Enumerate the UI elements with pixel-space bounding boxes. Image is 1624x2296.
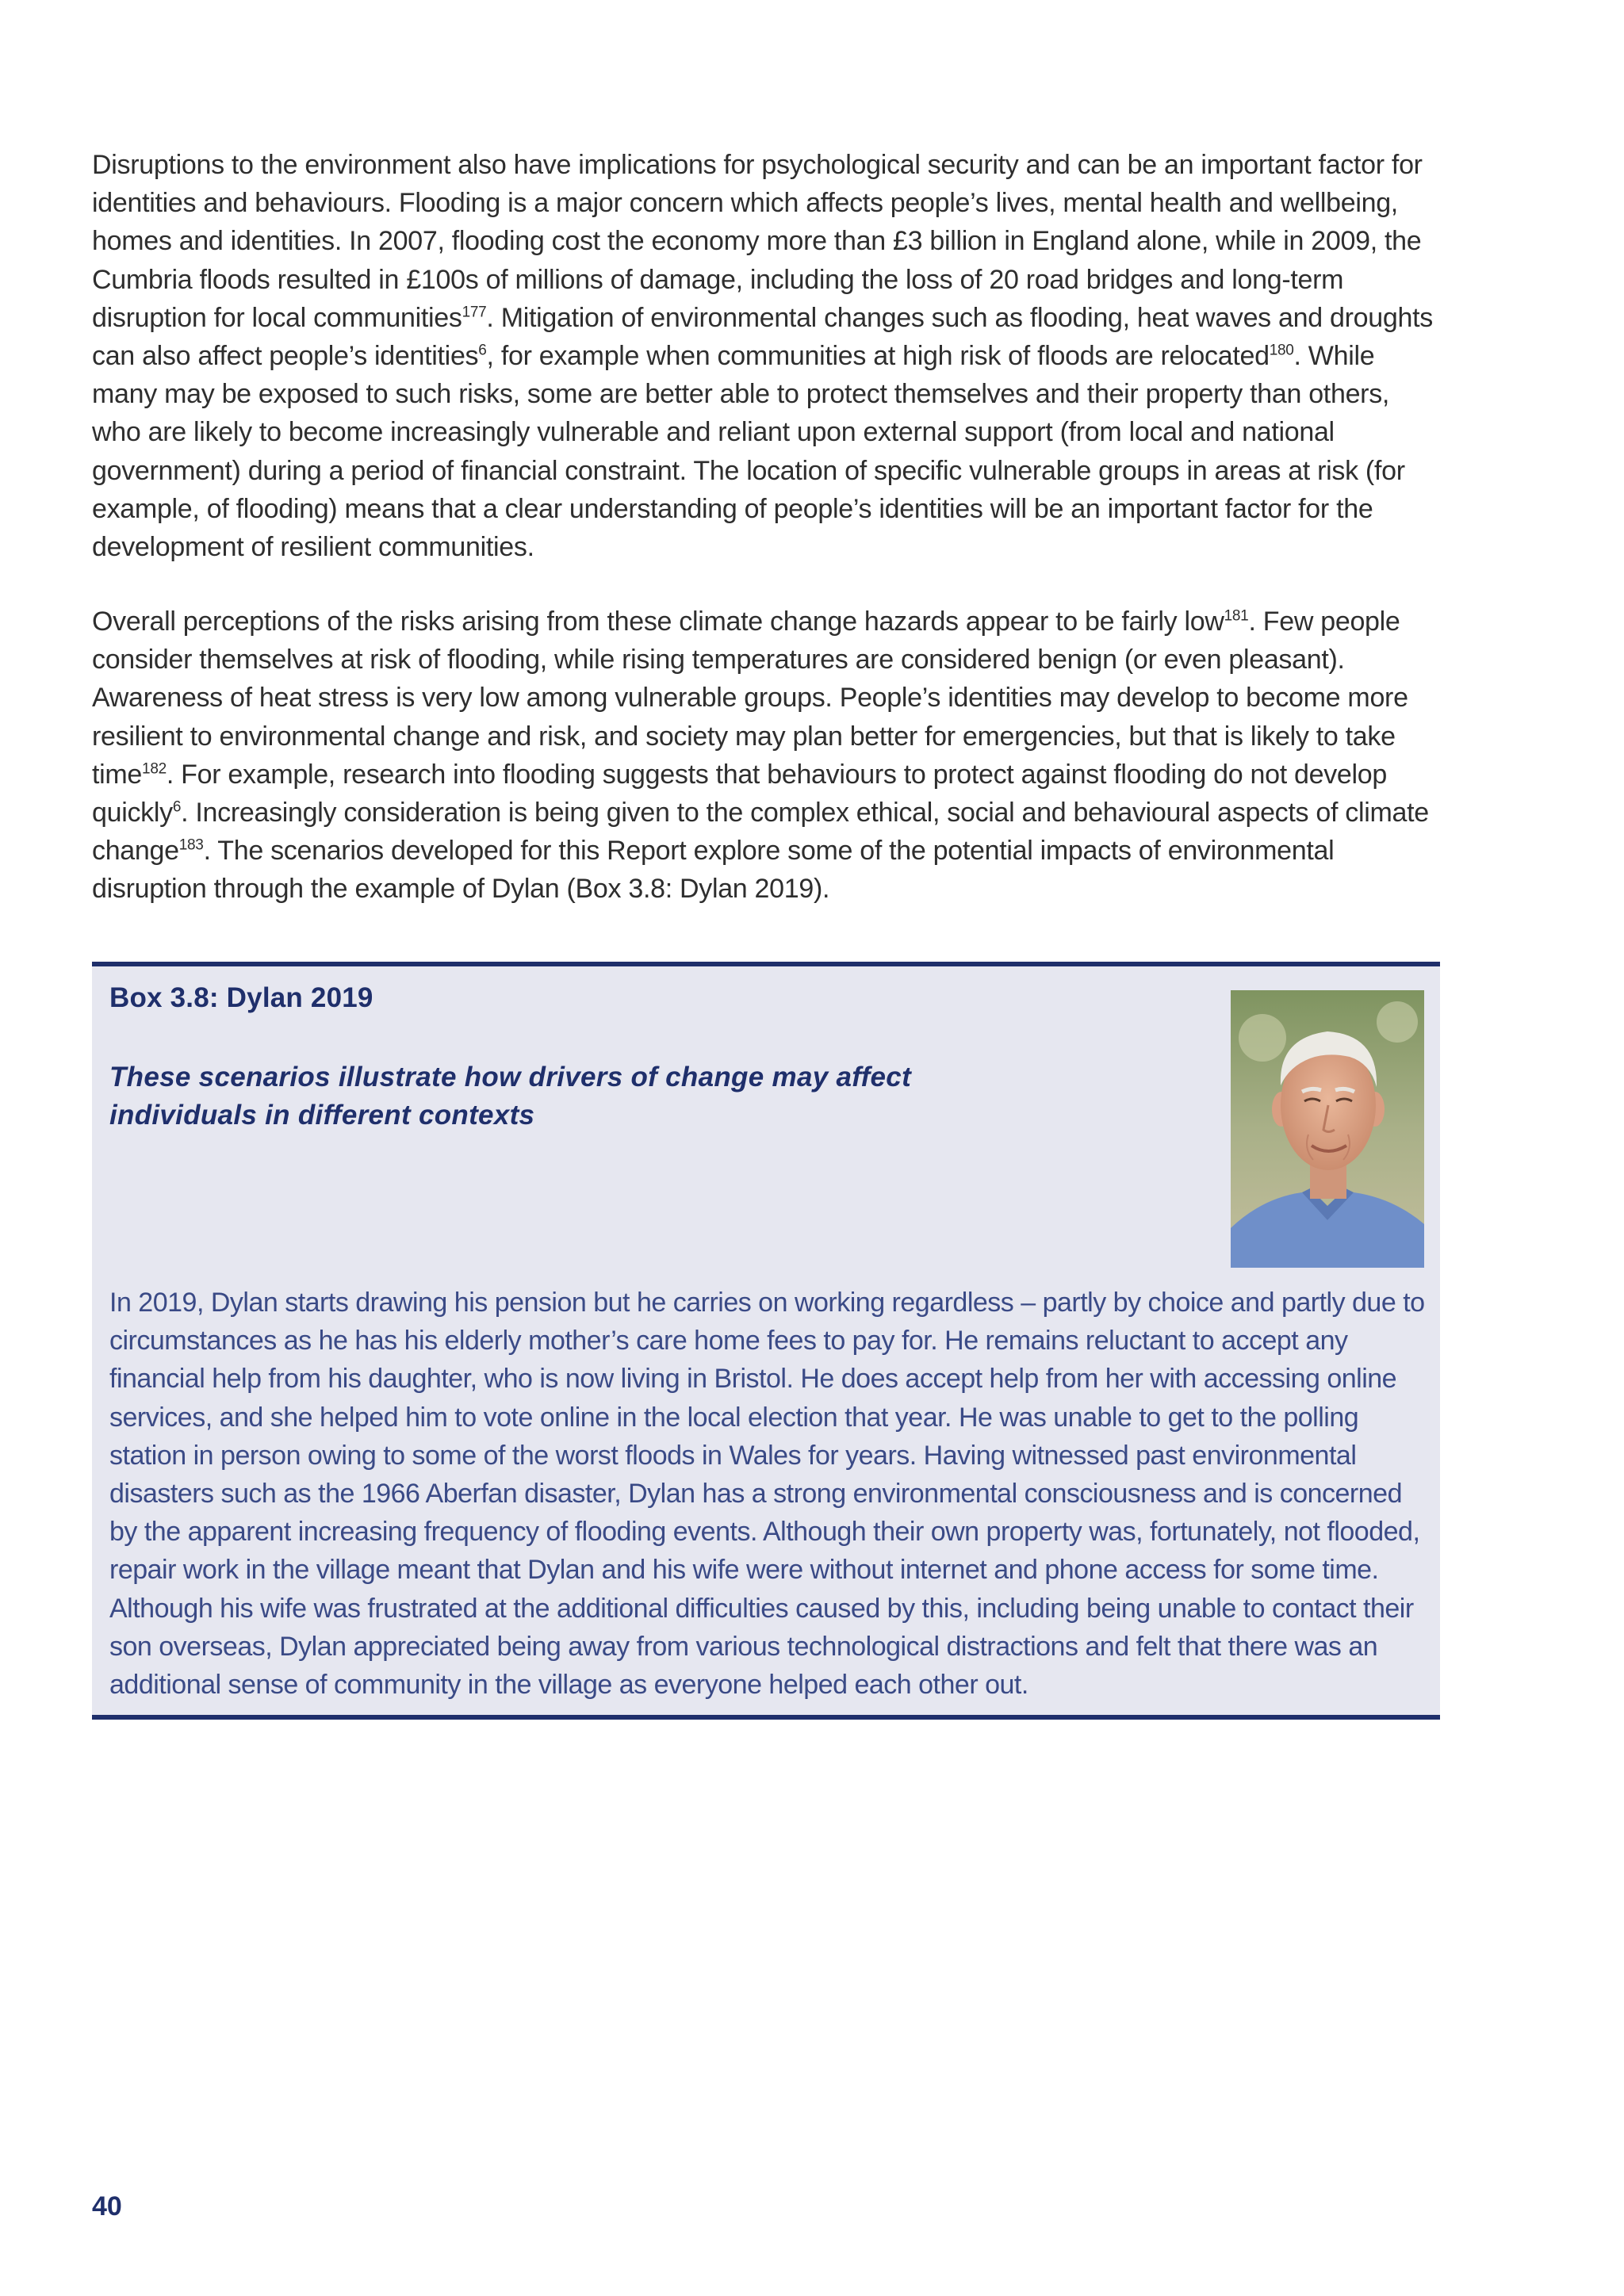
footnote-ref: 183: [178, 836, 204, 854]
paragraph-text: Overall perceptions of the risks arising from these climate change hazards appear to be fairly low: [92, 607, 1224, 637]
paragraph-text: . For example, research into flooding suggests that behaviours to protect against flooding do not develop quickly: [92, 759, 1388, 828]
box-subtitle: These scenarios illustrate how drivers of change may affect individuals in different contexts: [109, 1062, 912, 1131]
footnote-ref: 6: [478, 342, 487, 359]
body-paragraph-2: [92, 603, 1440, 909]
case-study-box: [92, 962, 1440, 1720]
paragraph-text: Disruptions to the environment also have implications for psychological security and can be an important factor for identities and behaviours. Flooding is a major concern which affects people’s lives, mental health and wellbeing, homes and identities. In 2007, flooding cost the economy more than £3 billion in England alone, while in 2009, the Cumbria floods resulted in £100s of millions of damage, including the loss of 20 road bridges and long-term disruption for local communities: [92, 150, 1423, 333]
footnote-ref: 177: [462, 304, 487, 321]
page-number: 40: [92, 2191, 122, 2221]
paragraph-text: . Mitigation of environmental changes such as flooding, heat waves and droughts can also affect people’s identities: [92, 302, 1433, 372]
body-paragraph-1: [92, 146, 1440, 566]
footnote-ref: 182: [142, 760, 167, 778]
footnote-ref: 6: [172, 798, 182, 816]
portrait-photo: [1231, 990, 1424, 1268]
elderly-man-portrait-icon: [1231, 990, 1424, 1268]
paragraph-text: . Few people consider themselves at risk of flooding, while rising temperatures are considered benign (or even pleasant). Awareness of heat stress is very low among vulnerable groups. People’s identities may develop to become more resilient to environmental change and risk, and society may plan better for emergencies, but that is likely to take time: [92, 607, 1408, 790]
paragraph-text: . The scenarios developed for this Report explore some of the potential impacts of environmental disruption through the example of Dylan (Box 3.8: Dylan 2019).: [92, 836, 1335, 905]
footnote-ref: 180: [1269, 342, 1294, 359]
paragraph-text: . While many may be exposed to such risks, some are better able to protect themselves and their property than others, who are likely to become increasingly vulnerable and reliant upon external support (from local and national government) during a period of financial constraint. The location of specific vulnerable groups in areas at risk (for example, of flooding) means that a clear understanding of people’s identities will be an important factor for the development of resilient communities.: [92, 341, 1405, 563]
box-title: Box 3.8: Dylan 2019: [109, 982, 373, 1013]
box-body-text: In 2019, Dylan starts drawing his pension but he carries on working regardless – partly by choice and partly due to circumstances as he has his elderly mother’s care home fees to pay for. He remains reluctant to accept any financial help from his daughter, who is now living in Bristol. He does accept help from her with accessing online services, and she helped him to vote online in the local election that year. He was unable to get to the polling station in person owing to some of the worst floods in Wales for years. Having witnessed past environmental disasters such as the 1966 Aberfan disaster, Dylan has a strong environmental consciousness and is concerned by the apparent increasing frequency of flooding events. Although their own property was, fortunately, not flooded, repair work in the village meant that Dylan and his wife were without internet and phone access for some time. Although his wife was frustrated at the additional difficulties caused by this, including being unable to contact their son overseas, Dylan appreciated being away from various technological distractions and felt that there was an additional sense of community in the village as everyone helped each other out.: [109, 1288, 1425, 1701]
paragraph-text: . Increasingly consideration is being given to the complex ethical, social and behavioural aspects of climate change: [92, 798, 1429, 867]
footnote-ref: 181: [1224, 607, 1249, 625]
paragraph-text: , for example when communities at high risk of floods are relocated: [486, 341, 1270, 372]
